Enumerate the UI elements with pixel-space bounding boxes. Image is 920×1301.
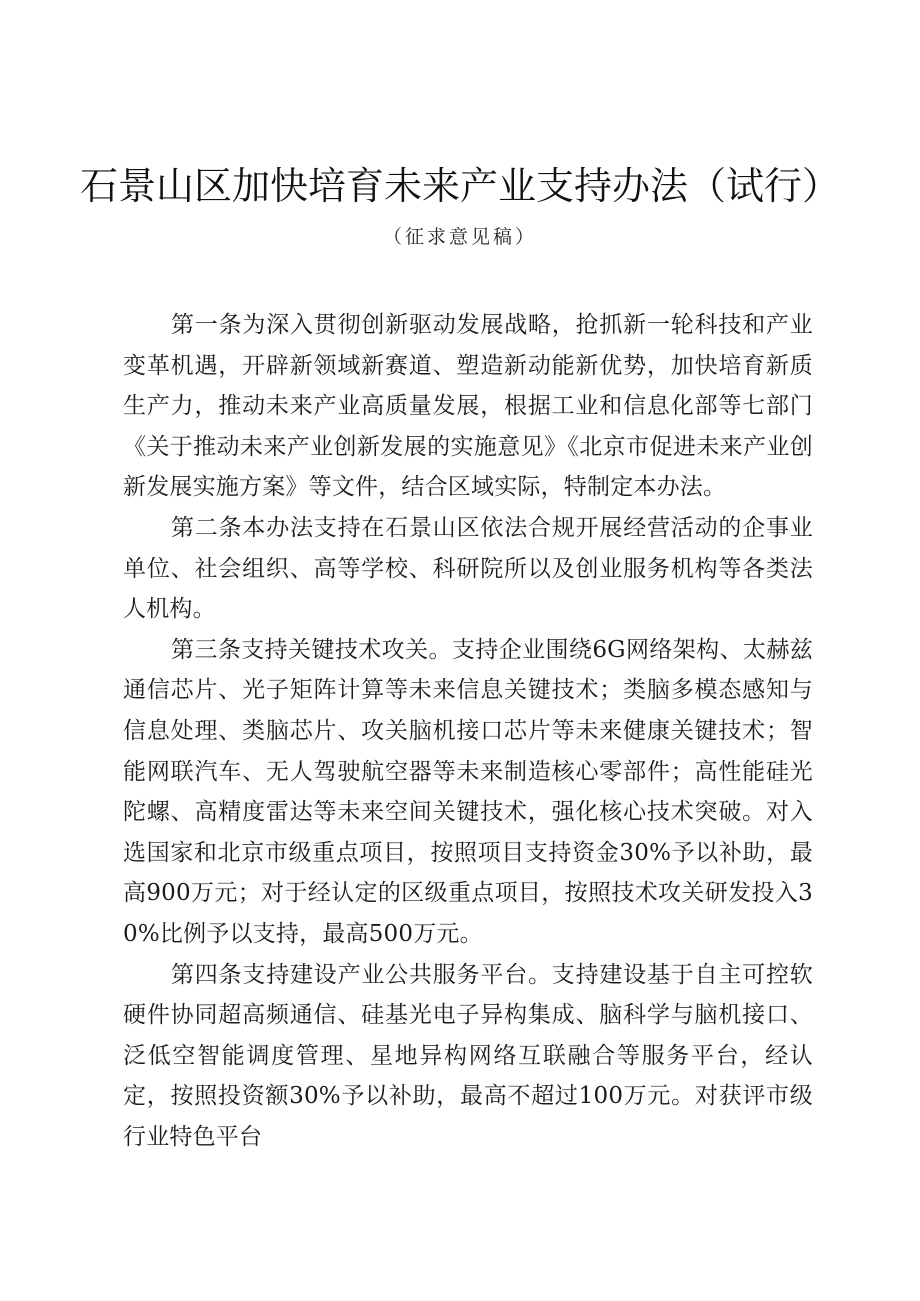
article-1-paragraph: 第一条为深入贯彻创新驱动发展战略，抢抓新一轮科技和产业变革机遇，开辟新领域新赛道、塑造新动能新优势，加快培育新质生产力，推动未来产业高质量发展，根据工业和信息化部等七部门《关于推动未来产业创新发展的实施意见》《北京市促进未来产业创新发展实施方案》等文件，结合区域实际，特制定本办法。: [123, 312, 813, 501]
document-body: [123, 305, 813, 1157]
article-3-paragraph: 第三条支持关键技术攻关。支持企业围绕6G网络架构、太赫兹通信芯片、光子矩阵计算等未来信息关键技术；类脑多模态感知与信息处理、类脑芯片、攻关脑机接口芯片等未来健康关键技术；智能网联汽车、无人驾驶航空器等未来制造核心零部件；高性能硅光陀螺、高精度雷达等未来空间关键技术，强化核心技术突破。对入选国家和北京市级重点项目，按照项目支持资金30%予以补助，最高900万元；对于经认定的区级重点项目，按照技术攻关研发投入30%比例予以支持，最高500万元。: [123, 636, 813, 947]
article-2-paragraph: 第二条本办法支持在石景山区依法合规开展经营活动的企事业单位、社会组织、高等学校、科研院所以及创业服务机构等各类法人机构。: [123, 514, 813, 623]
article-4-paragraph: 第四条支持建设产业公共服务平台。支持建设基于自主可控软硬件协同超高频通信、硅基光电子异构集成、脑科学与脑机接口、泛低空智能调度管理、星地异构网络互联融合等服务平台，经认定，按照投资额30%予以补助，最高不超过100万元。对获评市级行业特色平台: [123, 961, 813, 1150]
document-title: 石景山区加快培育未来产业支持办法（试行）: [79, 164, 840, 208]
document-subtitle: （征求意见稿）: [382, 226, 537, 248]
